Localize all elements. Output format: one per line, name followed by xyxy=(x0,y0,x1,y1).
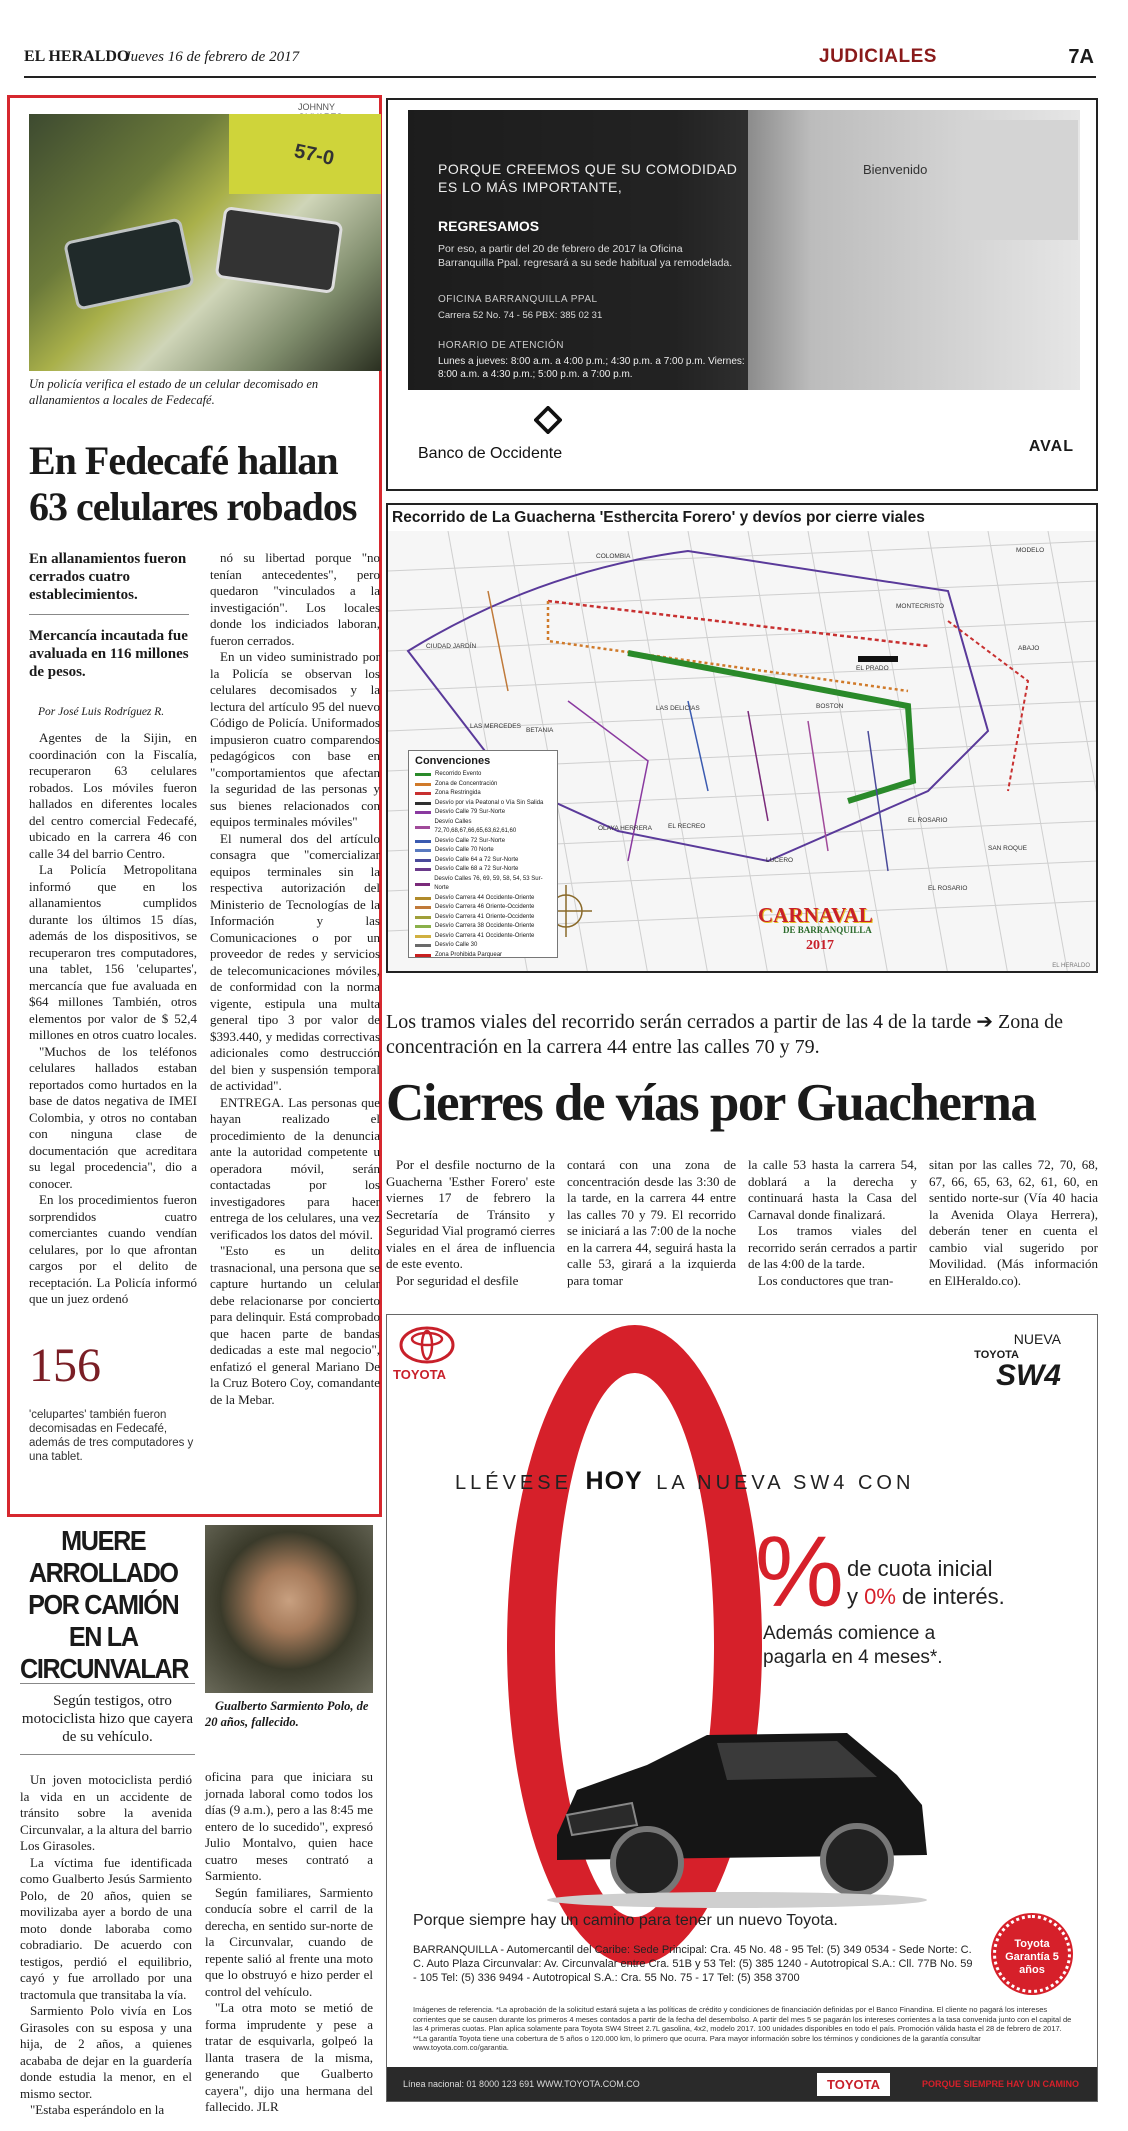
paragraph: Agentes de la Sijin, en coordinación con la Fiscalía, recuperaron 63 celulares robados. Los móviles fueron hallados en diferentes locales del centro comercial Fedecafé, ubicado en la carrera 46 con calle 34 del barrio Centro. xyxy=(29,730,197,861)
legend-swatch xyxy=(415,883,430,886)
welcome-sign: Bienvenido xyxy=(863,162,928,177)
legend-swatch xyxy=(415,925,431,928)
legend-label: Desvío Calles 72,70,68,67,66,65,63,62,61,60 xyxy=(434,818,517,834)
aval-logo: AVAL xyxy=(1028,438,1074,455)
suv-image xyxy=(537,1685,937,1915)
page-header xyxy=(24,40,1096,78)
paragraph: oficina para que iniciara su jornada laboral como todos los días (9 a.m.), pero a las 8:45 me entero de lo sucedido", expresó Julio Montalvo, quien hace cuatro meses contrató a Sarmiento. xyxy=(205,1769,373,1883)
legend-label: Desvío Calle 30 xyxy=(435,942,478,948)
legend-label: Desvío Carrera 38 Occidente-Oriente xyxy=(435,923,535,929)
legend-swatch xyxy=(415,897,431,900)
footer-slogan: PORQUE SIEMPRE HAY UN CAMINO xyxy=(921,2079,1079,2089)
legend-label: Desvío Carrera 44 Occidente-Oriente xyxy=(435,894,535,901)
paragraph: Sarmiento Polo vivía en Los Girasoles con su esposa y una hija, de 2 años, a quienes acababa de dejar en la guardería donde estudia la menor, en el mismo sector. xyxy=(20,2003,192,2101)
map-label: EL PRADO xyxy=(856,665,889,672)
legend-label: Zona de Concentración xyxy=(435,780,498,787)
carnaval-logo-year: 2017 xyxy=(806,938,834,953)
legend-swatch xyxy=(415,906,431,909)
legend-item xyxy=(415,922,551,932)
toyota-wordmark: TOYOTA xyxy=(393,1367,446,1382)
legend-swatch xyxy=(415,935,431,938)
legend-item xyxy=(415,875,551,894)
legend-swatch xyxy=(415,802,431,805)
paragraph: Según familiares, Sarmiento conducía sobre el carril de la derecha, en sentido sur-norte de la Circunvalar, cuando de repente salió al frente una moto que lo obstruyó e hizo perder el control del vehículo. xyxy=(205,1884,373,1999)
toyota-logo-icon xyxy=(397,1325,457,1365)
article-column xyxy=(929,1157,1098,1289)
office-hours: Lunes a jueves: 8:00 a.m. a 4:00 p.m.; 4:30 p.m. a 7:00 p.m. Viernes: 8:00 a.m. a 4:30 p.m.; 5:00 p.m. a 7:00 p.m. xyxy=(438,356,745,380)
article-headline: MUERE ARROLLADO POR CAMIÓN EN LA CIRCUNVALAR xyxy=(20,1525,189,1684)
legend-item xyxy=(415,894,551,904)
map-title: Recorrido de La Guacherna 'Esthercita Forero' y devíos por cierre viales xyxy=(392,509,925,526)
legend-item xyxy=(415,780,551,790)
carnaval-logo-sub: DE BARRANQUILLA xyxy=(783,925,872,935)
big-number: 156 xyxy=(29,1339,101,1392)
paragraph: sitan por las calles 72, 70, 68, 67, 66, 65, 63, 62, 61, 60, en sentido norte-sur (Vía 40 hacia la Avenida Olaya Herrera), deberán tener en cuenta el cambio vial sugerido por Movilidad. (Más información en ElHeraldo.co). xyxy=(929,1157,1098,1288)
route-map xyxy=(386,503,1098,973)
legend-label: Desvío Calle 68 a 72 Sur-Norte xyxy=(435,866,519,872)
office-label: OFICINA BARRANQUILLA PPAL xyxy=(438,294,598,305)
map-credit: EL HERALDO xyxy=(1052,963,1090,969)
portrait-caption: Gualberto Sarmiento Polo, de 20 años, fallecido. xyxy=(205,1699,369,1729)
bank-ad xyxy=(386,98,1098,491)
map-label: OLAYA HERRERA xyxy=(598,825,652,832)
legend-label: Desvío Calle 79 Sur-Norte xyxy=(435,809,506,815)
map-label: LAS MERCEDES xyxy=(470,723,521,730)
paragraph: Los conductores que tran- xyxy=(758,1272,894,1288)
paragraph: la calle 53 hasta la carrera 54, doblará a la derecha y continuará hasta la Casa del Carnaval donde finalizará. xyxy=(748,1157,917,1222)
article-body xyxy=(386,1157,1098,1289)
ad-photo xyxy=(408,110,1080,390)
phone-image xyxy=(215,206,344,294)
paragraph: Los tramos viales del recorrido serán cerrados a partir de las 4:00 de la tarde. xyxy=(748,1223,917,1271)
offer-word: LLÉVESE xyxy=(455,1472,572,1494)
footer-logo: TOYOTA xyxy=(817,2073,890,2096)
map-label: MODELO xyxy=(1016,547,1045,554)
legend-label: Desvío Calle 64 a 72 Sur-Norte xyxy=(435,856,519,863)
byline: Por José Luis Rodríguez R. xyxy=(38,706,165,718)
ad-tagline: PORQUE CREEMOS QUE SU COMODIDAD ES LO MÁS IMPORTANTE, xyxy=(438,161,738,195)
article-column xyxy=(748,1157,917,1289)
victim-portrait xyxy=(205,1525,373,1693)
map-label: LUCERO xyxy=(766,857,794,864)
legend-swatch xyxy=(415,944,431,947)
paragraph: El numeral dos del artículo consagra que "comercializar equipos terminales sin la respectiva autorización del Ministerio de Tecnologías de la Información y las Comunicaciones o por un proveedor de redes y servicios de telecomunicaciones móviles, de conformidad con la norma vigente, estipula una multa general tipo 3 por valor de $393.440, y medidas correctivas adicionales como destrucción del bien y suspensión temporal de actividad". xyxy=(210,830,380,1093)
paragraph: En un video suministrado por la Policía se observan los celulares decomisados y la lectura del artículo 95 del nuevo Código de Policía. Uniformados impusieron cuatro comparendos pedagógicos con base en "comportamientos que afectan la seguridad de las personas y sus bienes relacionados con equipos terminales móviles" xyxy=(210,649,380,829)
article-subhead: Los tramos viales del recorrido serán cerrados a partir de las 4 de la tarde ➔ Zona de concentración en la carrera 44 entre las calles 70 y 79. xyxy=(386,1011,1064,1058)
footer-contact: Línea nacional: 01 8000 123 691 WWW.TOYOTA.COM.CO xyxy=(403,2079,640,2089)
article-column xyxy=(29,730,197,1308)
legend-swatch xyxy=(415,868,431,871)
paragraph: Un joven motociclista perdió la vida en un accidente de tránsito sobre la avenida Circunvalar, a la altura del barrio Los Girasoles. xyxy=(20,1772,193,1853)
legend-item xyxy=(415,770,551,780)
article-headline: Cierres de vías por Guacherna xyxy=(386,1074,1036,1132)
legend-item xyxy=(415,951,551,961)
bank-logo-icon xyxy=(534,406,562,434)
warranty-seal: Toyota Garantía 5 años xyxy=(993,1915,1071,1993)
section-name: JUDICIALES xyxy=(819,46,937,67)
offer-term: de interés. xyxy=(902,1584,1005,1609)
phone-image xyxy=(63,217,195,310)
legend-item xyxy=(415,846,551,856)
legend-label: Zona Prohibida Parquear xyxy=(435,951,503,958)
offer-terms xyxy=(847,1555,1005,1611)
legend-swatch xyxy=(415,811,431,814)
legend-swatch xyxy=(415,849,431,852)
article-lead xyxy=(29,550,189,703)
lead-item: Mercancía incautada fue avaluada en 116 millones de pesos. xyxy=(29,628,189,680)
dealer-addresses: BARRANQUILLA - Automercantil del Caribe: Sede Principal: Cra. 45 No. 48 - 95 Tel: (5) 349 0534 - Sede Norte: C. C. Auto Plaza Circunvalar: Av. Circunvalar entre Cra. 51B y 53 Tel: (5) 385 1240 - Autotropical S.A.: Cll. 77B No. 59 - 105 Tel: (5) 336 9494 - Autotropical S.A.: Cra. 55 No. 75 - 17 Tel: (5) 358 3700 xyxy=(413,1944,973,1984)
issue-date: Jueves 16 de febrero de 2017 xyxy=(124,49,300,65)
legend-swatch xyxy=(415,840,431,843)
map-label: EL ROSARIO xyxy=(928,885,968,892)
legend-item xyxy=(415,856,551,866)
legend-item xyxy=(415,865,551,875)
legend-item xyxy=(415,932,551,942)
offer-hoy: HOY xyxy=(582,1467,647,1495)
legend-item xyxy=(415,913,551,923)
bank-logo: Banco de Occidente xyxy=(418,445,563,462)
legend-swatch xyxy=(415,859,431,862)
paragraph: "Esto es un delito trasnacional, una persona que se capture hurtando un celular debe relacionarse por concierto para delinquir. Está comprobado que hacen parte de bandas dedicadas a este mal negocio", enfatizó el general Mariano De la Cruz Botero Coy, comandante de la Mebar. xyxy=(210,1243,380,1407)
legend-label: Desvío Calle 72 Sur-Norte xyxy=(435,837,506,844)
article-headline: En Fedecafé hallan 63 celulares robados xyxy=(29,438,357,529)
legend-label: Desvío Calles 76, 69, 59, 58, 54, 53 Sur-Norte xyxy=(434,875,543,891)
map-label: MONTECRISTO xyxy=(896,603,944,610)
wall-logo xyxy=(968,120,1078,240)
article-column xyxy=(210,550,380,1408)
legend-label: Desvío Carrera 41 Oriente-Occidente xyxy=(435,913,535,920)
map-label: ABAJO xyxy=(1018,645,1040,652)
paragraph: contará con una zona de concentración desde las 3:30 de la tarde, en la carrera 44 entre las calles 70 y 79. El recorrido se iniciará a las 7:00 de la noche en la carrera 44, seguirá hasta la calle 53, girará a la izquierda para tomar xyxy=(567,1157,736,1288)
article-column xyxy=(20,1772,192,2119)
legend-label: Zona Restringida xyxy=(435,790,481,796)
paragraph: La Policía Metropolitana informó que en los allanamientos cumplidos durante los últimos 15 días, además de los dispositivos, se recuperaron tres computadores, una tablet, 156 'celupartes', mercancía que fue avaluada en $64 millones También, otros elementos por valor de $ 52,4 millones en otros cuatro locales. xyxy=(29,862,197,1042)
article-column xyxy=(567,1157,736,1289)
map-legend xyxy=(408,750,558,958)
legend-item xyxy=(415,818,551,837)
paragraph: En los procedimientos fueron sorprendidos cuatro comerciantes cuando vendían celulares, por lo que afrontan cargos por el delito de receptación. La Policía informó que un juez ordenó xyxy=(29,1192,197,1306)
offer-term-line xyxy=(847,1583,1005,1611)
legend-item xyxy=(415,799,551,809)
offer-term: y xyxy=(847,1584,858,1609)
map-label: SAN ROQUE xyxy=(988,845,1028,852)
carnaval-logo: CARNAVAL xyxy=(758,903,873,927)
paragraph: Por seguridad el desfile xyxy=(396,1272,519,1288)
ad-footer xyxy=(387,2067,1098,2101)
map-label: LAS DELICIAS xyxy=(656,705,700,712)
offer-note: Además comience a pagarla en 4 meses*. xyxy=(763,1623,943,1668)
legend-swatch xyxy=(415,783,431,786)
map-label: BETANIA xyxy=(526,727,554,734)
legend-label: Desvío Carrera 46 Oriente-Occidente xyxy=(435,904,535,910)
legend-swatch xyxy=(415,916,431,919)
map-label: BOSTON xyxy=(816,703,844,710)
legend-label: Recorrido Evento xyxy=(435,771,482,777)
legend-swatch xyxy=(415,954,431,957)
legend-item xyxy=(415,789,551,799)
paragraph: "Estaba esperándolo en la xyxy=(30,2102,165,2117)
fedecafe-article xyxy=(7,95,382,1517)
lead-item: En allanamientos fueron cerrados cuatro establecimientos. xyxy=(29,550,189,615)
legend-swatch xyxy=(415,773,431,776)
map-label: EL RECREO xyxy=(668,823,706,830)
paragraph: Por el desfile nocturno de la Guacherna 'Esther Forero' este viernes 17 de febrero la Secretaría de Tránsito y Seguridad Vial programó cierres viales en el área de influencia de este evento. xyxy=(386,1157,556,1271)
hours-label: HORARIO DE ATENCIÓN xyxy=(438,340,564,351)
map-label: EL ROSARIO xyxy=(908,817,948,824)
nueva-label: NUEVA xyxy=(1013,1331,1061,1347)
office-address: Carrera 52 No. 74 - 56 PBX: 385 02 31 xyxy=(438,310,603,321)
map-label: COLOMBIA xyxy=(596,553,631,560)
paragraph: "Muchos de los teléfonos celulares hallados estaban reportados como hurtados en la base de datos negativa de IMEI Colombia, y otros no contaban con ninguna clase de documentación que acreditara su legal procedencia", dio a conocer. xyxy=(29,1043,197,1191)
offer-word: LA NUEVA SW4 CON xyxy=(656,1472,915,1494)
legend-item xyxy=(415,941,551,951)
ad-body: Por eso, a partir del 20 de febrero de 2017 la Oficina Barranquilla Ppal. regresará a su sede habitual ya remodelada. xyxy=(438,243,733,269)
article-lede: Según testigos, otro motociclista hizo que cayera de su vehículo. xyxy=(20,1683,195,1755)
legend-swatch xyxy=(415,826,430,829)
paragraph: ENTREGA. Las personas que hayan realizado el procedimiento de la denuncia ante la autoridad competente u operadora móvil, serán contactadas por los investigadores para hacer entrega de los celulares, una vez verificados los datos del móvil. xyxy=(210,1094,380,1242)
tagline: Porque siempre hay un camino para tener un nuevo Toyota. xyxy=(413,1912,838,1929)
legend-label: Desvío por vía Peatonal o Vía Sin Salida xyxy=(435,799,544,806)
page-number: 7A xyxy=(1068,46,1094,68)
offer-line xyxy=(455,1467,914,1496)
offer-rate: 0% xyxy=(864,1584,896,1609)
model-name: SW4 xyxy=(995,1359,1061,1392)
photo-credit: JOHNNY xyxy=(298,102,335,112)
paragraph: La víctima fue identificada como Gualberto Jesús Sarmiento Polo, de 20 años, quien se movilizaba ayer a bordo de una moto donde laboraba como cobradiario. De acuerdo con testigos, perdió el equilibrio, cayó y fue arrollado por una tractomula que transitaba la vía. xyxy=(20,1854,192,2002)
map-label: CIUDAD JARDÍN xyxy=(426,643,477,650)
legend-title: Convenciones xyxy=(415,755,491,767)
legend-item xyxy=(415,808,551,818)
article-column xyxy=(205,1769,373,2116)
toyota-ad xyxy=(386,1314,1098,2102)
paragraph: nó su libertad porque "no tenían antecedentes", pero quedaron "vinculados a la investigación". Los locales donde los indiciados laboran, fueron cerrados. xyxy=(210,550,380,648)
article-photo xyxy=(29,114,381,371)
accident-article xyxy=(20,1525,375,2125)
newspaper-name: EL HERALDO xyxy=(24,48,130,65)
paragraph: "La otra moto se metió de forma imprudente y pese a tratar de esquivarla, golpeó la llanta trasera de la misma, generando que Gualberto cayera", dijo una hermana del fallecido. JLR xyxy=(205,2000,373,2114)
legend-label: Desvío Carrera 41 Occidente-Oriente xyxy=(435,932,535,939)
legend-item xyxy=(415,837,551,847)
legend-swatch xyxy=(415,792,431,795)
toyota-small-label: TOYOTA xyxy=(974,1349,1019,1361)
big-number-note: 'celupartes' también fueron decomisadas en Fedecafé, además de tres computadores y una tablet. xyxy=(29,1409,194,1463)
photo-tag: 57-0 xyxy=(292,140,336,170)
legend-label: Desvío Calle 70 Norte xyxy=(435,847,494,853)
offer-term: de cuota inicial xyxy=(847,1556,993,1581)
ad-headline: REGRESAMOS xyxy=(438,218,540,234)
article-column xyxy=(386,1157,555,1289)
fine-print: Imágenes de referencia. *La aprobación de la solicitud estará sujeta a las políticas de crédito y condiciones de financiación definidas por el Banco Finandina. El cliente no pagará los intereses corrientes que se causen durante los primeros 4 meses contados a partir de la fecha del desembolso. A partir del mes 5 se pagarán los intereses corrientes a la tasa convenida junto con el capital de las 4 primeras cuotas. Plan aplica solamente para Toyota SW4 Street 2.7L gasolina, 4x2, modelo 2017. 100 unidades disponibles en todo el país. Promoción válida hasta el 28 de febrero de 2017. **La garantía Toyota tiene una cobertura de 5 años o 120.000 km, lo primero que ocurra. Para mayor información sobre los términos y condiciones de la garantía consultar www.toyota.com.co/garantia. xyxy=(413,2005,1072,2052)
legend-item xyxy=(415,903,551,913)
photo-caption: Un policía verifica el estado de un celular decomisado en allanamientos a locales de Fedecafé. xyxy=(29,377,319,407)
percent-sign: % xyxy=(755,1516,844,1628)
